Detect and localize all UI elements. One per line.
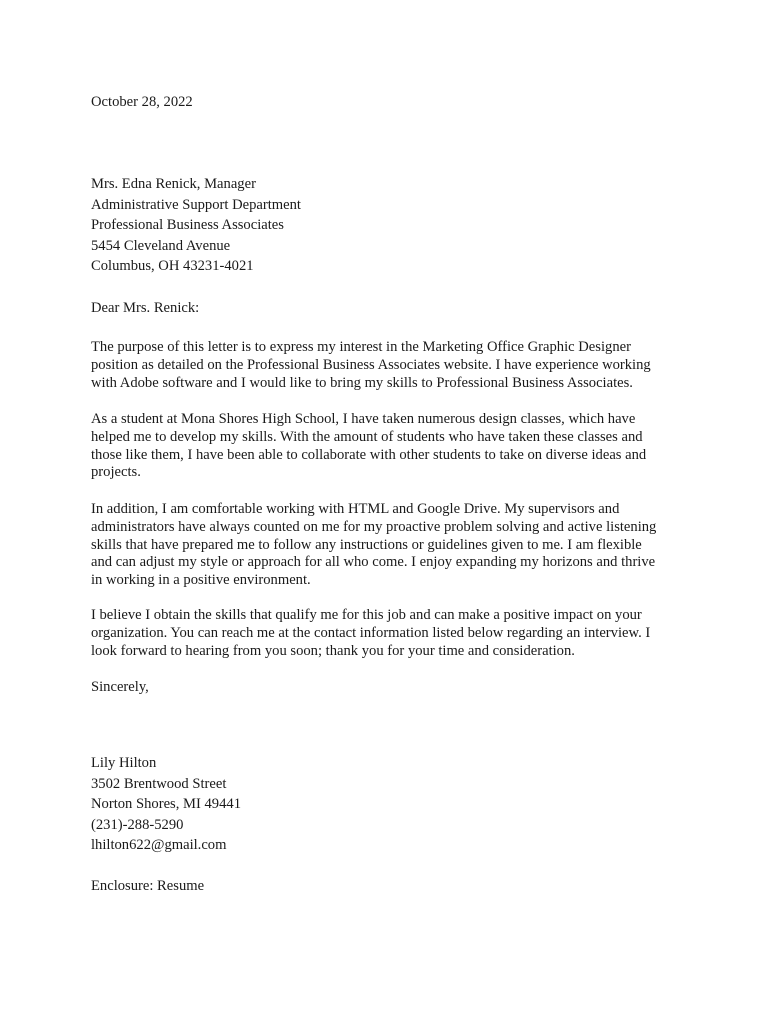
closing-text: Sincerely, (91, 679, 149, 695)
enclosure-note (91, 876, 691, 897)
enclosure-text: Enclosure: Resume (91, 878, 205, 894)
paragraph-line: and can adjust my style or approach for all who come. I enjoy expanding my horizons and thrive (91, 554, 656, 571)
paragraph-line: in working in a positive environment. (91, 572, 311, 589)
recipient-department: Administrative Support Department (91, 196, 301, 213)
paragraph-line: In addition, I am comfortable working with HTML and Google Drive. My supervisors and (91, 501, 620, 517)
sender-name: Lily Hilton (91, 755, 157, 771)
paragraph-line: helped me to develop my skills. With the amount of students who have taken these classes and (91, 428, 643, 445)
paragraph-line: projects. (91, 464, 141, 481)
recipient-street: 5454 Cleveland Avenue (91, 237, 231, 254)
recipient-name: Mrs. Edna Renick, Manager (91, 176, 256, 192)
body-paragraph-3 (91, 501, 691, 590)
paragraph-line: administrators have always counted on me for my proactive problem solving and active listening (91, 518, 657, 535)
recipient-company: Professional Business Associates (91, 217, 284, 234)
sender-contact (91, 753, 691, 856)
body-paragraph-4 (91, 607, 691, 660)
paragraph-line: with Adobe software and I would like to bring my skills to Professional Business Associates. (91, 374, 633, 391)
sender-street: 3502 Brentwood Street (91, 775, 227, 792)
paragraph-line: I believe I obtain the skills that qualify me for this job and can make a positive impact on your (91, 607, 642, 623)
paragraph-line: look forward to hearing from you soon; thank you for your time and consideration. (91, 642, 575, 659)
paragraph-line: skills that have prepared me to follow any instructions or guidelines given to me. I am flexible (91, 536, 642, 553)
paragraph-line: those like them, I have been able to collaborate with other students to take on diverse ideas and (91, 446, 647, 463)
body-paragraph-2 (91, 411, 691, 482)
paragraph-line: The purpose of this letter is to express my interest in the Marketing Office Graphic Designer (91, 339, 631, 355)
salutation-text: Dear Mrs. Renick: (91, 300, 200, 316)
salutation (91, 298, 691, 319)
recipient-city: Columbus, OH 43231-4021 (91, 258, 254, 275)
paragraph-line: organization. You can reach me at the contact information listed below regarding an interview. I (91, 624, 651, 641)
date-text: October 28, 2022 (91, 94, 193, 110)
closing (91, 677, 691, 698)
sender-city: Norton Shores, MI 49441 (91, 796, 241, 813)
sender-email: lhilton622@gmail.com (91, 837, 227, 854)
sender-phone: (231)-288-5290 (91, 816, 184, 833)
letter-date (91, 92, 691, 113)
paragraph-line: As a student at Mona Shores High School, I have taken numerous design classes, which have (91, 411, 636, 427)
recipient-address (91, 174, 691, 277)
paragraph-line: position as detailed on the Professional Business Associates website. I have experience working (91, 356, 651, 373)
body-paragraph-1 (91, 339, 691, 392)
